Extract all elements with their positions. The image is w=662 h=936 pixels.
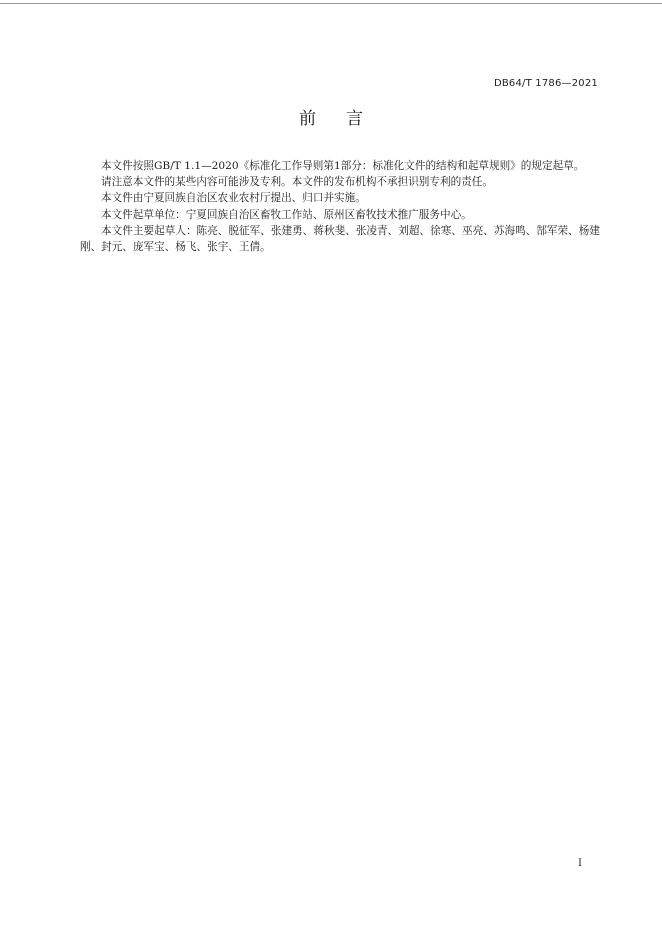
paragraph-drafting-rules: 本文件按照GB/T 1.1—2020《标准化工作导则第1部分：标准化文件的结构和起草规则》的规定起草。 (101, 160, 585, 172)
page-number: I (578, 858, 582, 869)
foreword-body (80, 158, 600, 255)
paragraph-patent-notice: 请注意本文件的某些内容可能涉及专利。本文件的发布机构不承担识别专利的责任。 (101, 176, 493, 189)
document-code: DB64/T 1786—2021 (493, 78, 598, 89)
paragraph-drafters: 本文件主要起草人：陈亮、脱征军、张建勇、蒋秋斐、张凌青、刘超、徐寒、巫亮、苏海鸣、郜军荣、杨建刚、封元、庞军宝、杨飞、张宇、王倩。 (80, 224, 600, 254)
page-title: 前言 (299, 109, 393, 129)
paragraph-proposer: 本文件由宁夏回族自治区农业农村厅提出、归口并实施。 (101, 192, 366, 205)
top-border-line (0, 3, 662, 4)
paragraph-drafting-units: 本文件起草单位：宁夏回族自治区畜牧工作站、原州区畜牧技术推广服务中心。 (101, 208, 472, 221)
